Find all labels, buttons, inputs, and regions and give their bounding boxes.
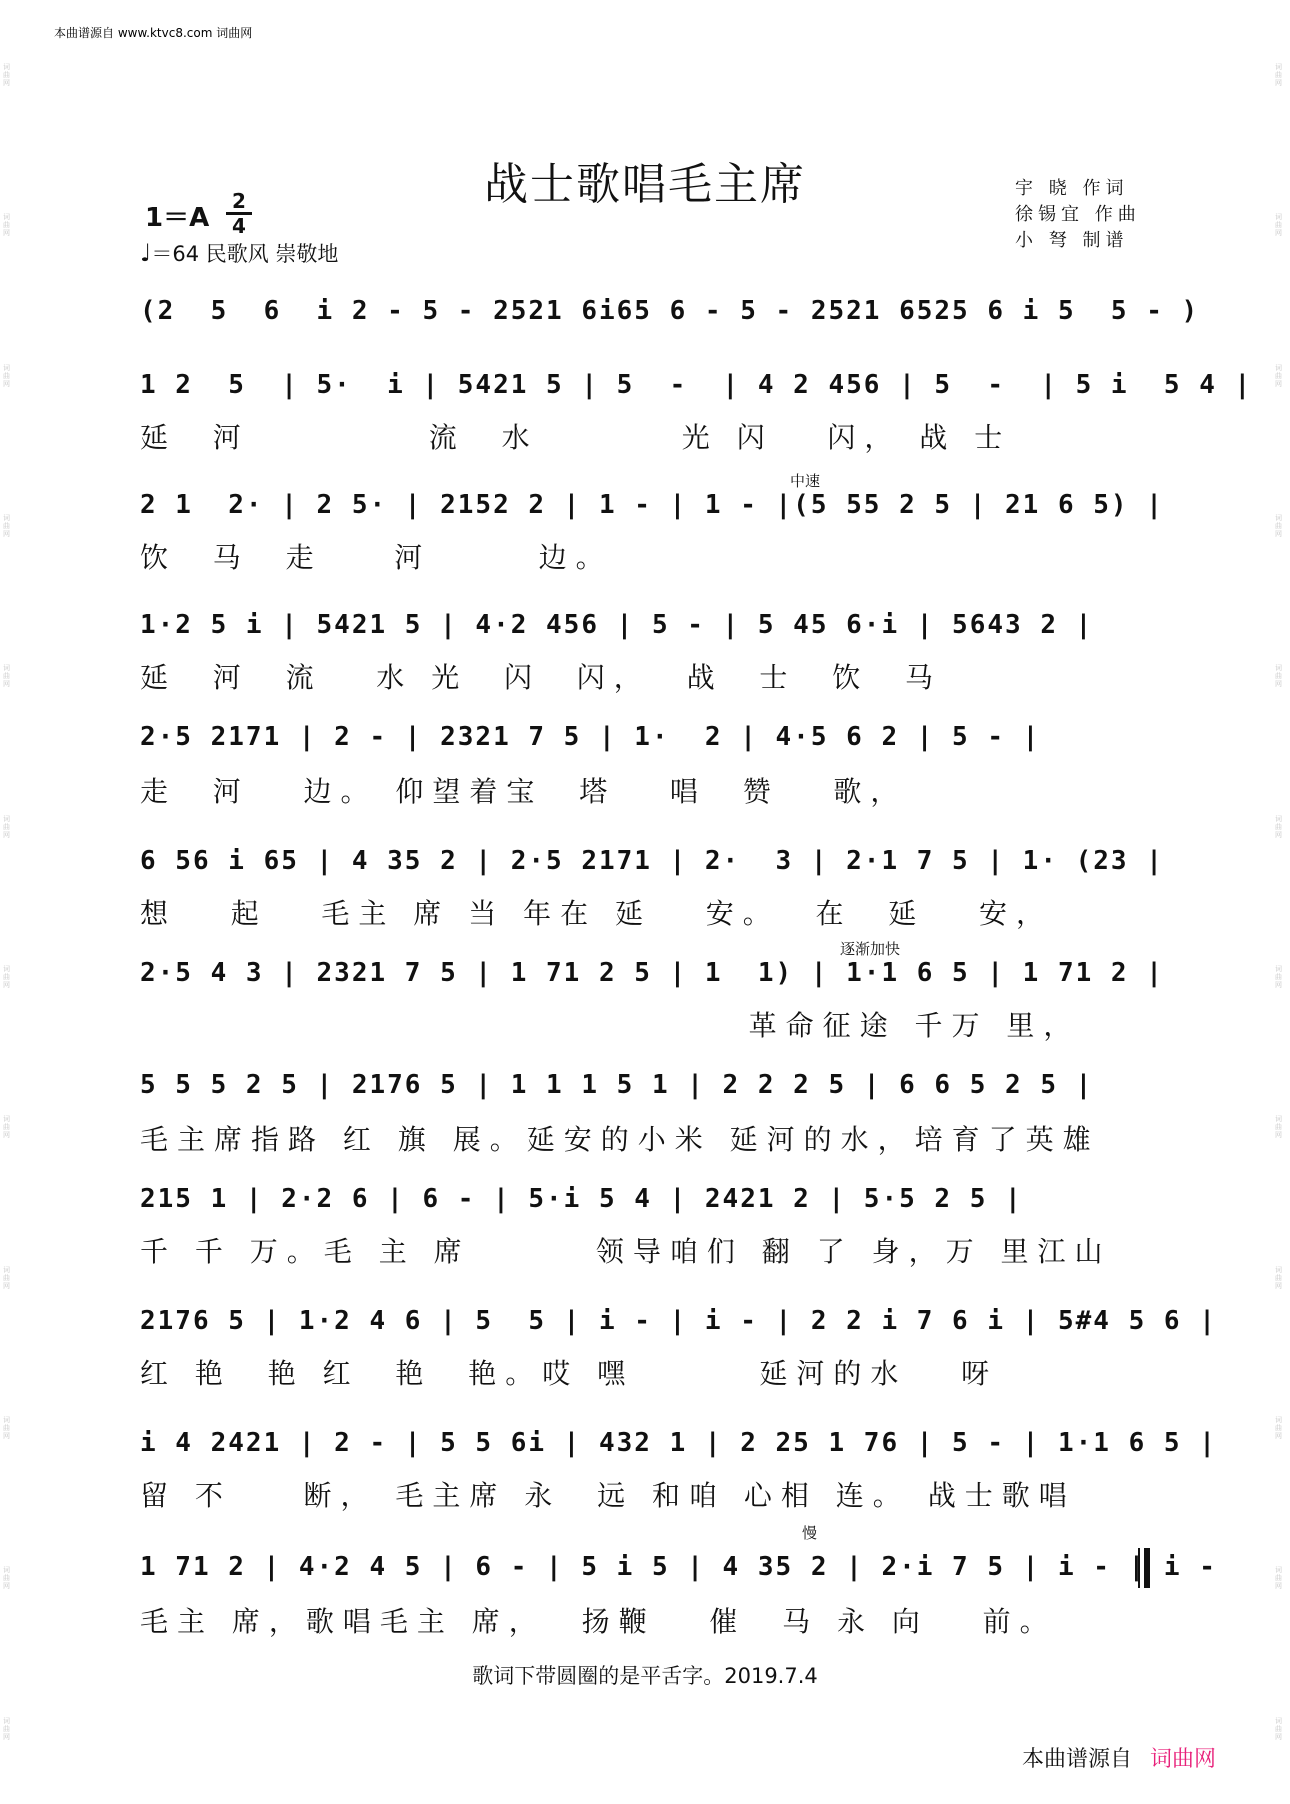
tempo-change-zhongsu: 中速: [790, 472, 821, 490]
lyric-line-10: 红 艳 艳 红 艳 艳。哎 嘿 延河的水 呀: [140, 1357, 999, 1390]
time-signature: [226, 191, 252, 236]
lyricist-credit: 宇 晓 作词: [1015, 178, 1129, 199]
tempo-marking: [140, 238, 338, 268]
final-barline: [1138, 1548, 1150, 1588]
tempo-value: ＝64: [151, 242, 200, 266]
notation-line-1: (2 5 6 i 2 - 5 - 2521 6i65 6 - 5 - 2521 6525 6 i 5 5 - ): [140, 296, 1200, 326]
lyric-line-11: 留 不 断， 毛主席 永 远 和咱 心相 连。 战士歌唱: [140, 1479, 1076, 1512]
lyric-line-3: 饮 马 走 河 边。: [140, 541, 613, 574]
lyric-line-4: 延 河 流 水 光 闪 闪， 战 士 饮 马: [140, 661, 943, 694]
notation-line-2: 1 2 5 | 5· i | 5421 5 | 5 - | 4 2 456 | 5 - | 5 i 5 4 |: [140, 370, 1253, 400]
notation-line-8: 5 5 5 2 5 | 2176 5 | 1 1 1 5 1 | 2 2 2 5 | 6 6 5 2 5 |: [140, 1070, 1094, 1100]
lyric-line-7: 革命征途 千万 里，: [140, 1009, 1081, 1042]
right-watermark-strip: 词曲网 词曲网 词曲网 词曲网 词曲网 词曲网 词曲网 词曲网 词曲网 词曲网 词曲网 词曲网: [1275, 63, 1282, 1741]
key-signature: 1＝A: [145, 203, 210, 233]
notation-line-10: 2176 5 | 1·2 4 6 | 5 5 | i - | i - | 2 2 i 7 6 i | 5#4 5 6 |: [140, 1306, 1217, 1336]
source-header: 本曲谱源自 www.ktvc8.com 词曲网: [54, 26, 253, 40]
page-title: 战士歌唱毛主席: [484, 159, 806, 210]
meter-top: 2: [232, 189, 246, 213]
tempo-style: 民歌风 崇敬地: [205, 242, 339, 266]
notation-line-6: 6 56 i 65 | 4 35 2 | 2·5 2171 | 2· 3 | 2·1 7 5 | 1· (23 |: [140, 846, 1164, 876]
notation-line-9: 215 1 | 2·2 6 | 6 - | 5·i 5 4 | 2421 2 | 5·5 2 5 |: [140, 1184, 1023, 1214]
lyric-line-5: 走 河 边。 仰望着宝 塔 唱 赞 歌，: [140, 775, 908, 808]
lyric-line-8: 毛主席指路 红 旗 展。延安的小米 延河的水，培育了英雄: [140, 1123, 1100, 1156]
arranger-credit: 小 弩 制谱: [1015, 230, 1129, 251]
source-footer-label: 本曲谱源自: [1022, 1747, 1133, 1772]
tempo-change-slow: 慢: [802, 1524, 818, 1542]
lyric-line-6: 想 起 毛主 席 当 年在 延 安。 在 延 安，: [140, 897, 1054, 930]
lyric-line-2: 延 河 流 水 光 闪 闪， 战 士: [140, 421, 1012, 454]
notation-line-11: i 4 2421 | 2 - | 5 5 6i | 432 1 | 2 25 1 76 | 5 - | 1·1 6 5 |: [140, 1428, 1217, 1458]
notation-line-7: 2·5 4 3 | 2321 7 5 | 1 71 2 5 | 1 1) | 1·1 6 5 | 1 71 2 |: [140, 958, 1164, 988]
meter-bottom: 4: [232, 214, 246, 238]
footnote: 歌词下带圆圈的是平舌字。2019.7.4: [472, 1664, 818, 1688]
tempo-change-accelerando: 逐渐加快: [840, 940, 901, 958]
notation-line-5: 2·5 2171 | 2 - | 2321 7 5 | 1· 2 | 4·5 6 2 | 5 - |: [140, 722, 1041, 752]
lyric-line-9: 千 千 万。毛 主 席 领导咱们 翻 了 身，万 里江山: [140, 1235, 1112, 1268]
notation-line-3: 2 1 2· | 2 5· | 2152 2 | 1 - | 1 - |(5 55 2 5 | 21 6 5) |: [140, 490, 1164, 520]
composer-credit: 徐锡宜 作曲: [1015, 204, 1141, 225]
credits: [1015, 176, 1141, 254]
notation-line-4: 1·2 5 i | 5421 5 | 4·2 456 | 5 - | 5 45 6·i | 5643 2 |: [140, 610, 1094, 640]
source-footer-site: 词曲网: [1150, 1747, 1217, 1772]
left-watermark-strip: 词曲网 词曲网 词曲网 词曲网 词曲网 词曲网 词曲网 词曲网 词曲网 词曲网 词曲网 词曲网: [3, 63, 10, 1741]
notation-line-12: 1 71 2 | 4·2 4 5 | 6 - | 5 i 5 | 4 35 2 | 2·i 7 5 | i - | i -: [140, 1552, 1217, 1582]
source-footer: [1022, 1742, 1216, 1773]
lyric-line-12: 毛主 席，歌唱毛主 席， 扬鞭 催 马 永 向 前。: [140, 1605, 1057, 1638]
quarter-note-icon: ♩: [140, 239, 152, 267]
